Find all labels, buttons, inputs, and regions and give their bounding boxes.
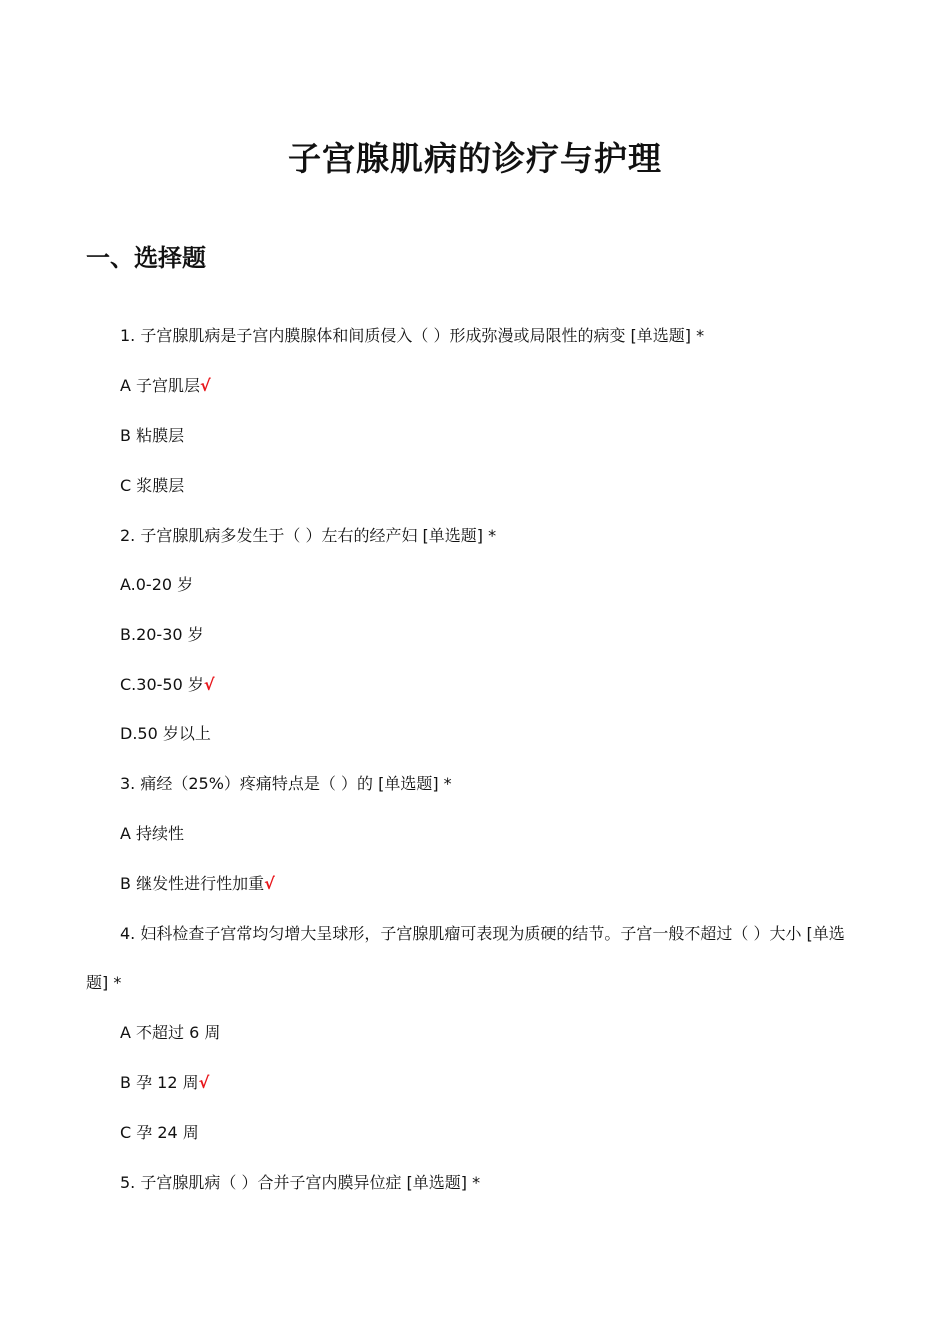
q4-option-b-label: B 孕 12 周 xyxy=(120,1073,199,1092)
question-2-text: 2. 子宫腺肌病多发生于（ ）左右的经产妇 [单选题] * xyxy=(120,526,497,545)
correct-check-icon: √ xyxy=(198,1073,210,1092)
correct-check-icon: √ xyxy=(203,675,215,694)
question-3-text: 3. 痛经（25%）疼痛特点是（ ）的 [单选题] * xyxy=(120,774,452,793)
question-4-text-line2: 题] * xyxy=(86,973,122,992)
q3-option-a: A 持续性 xyxy=(120,824,185,843)
q1-option-a xyxy=(120,374,211,398)
question-4-text-line1: 4. 妇科检查子宫常均匀增大呈球形，子宫腺肌瘤可表现为质硬的结节。子宫一般不超过（ ）大小 [单选 xyxy=(120,924,845,943)
q2-option-c xyxy=(120,673,215,697)
section-heading: 一、选择题 xyxy=(86,244,206,272)
q2-option-b: B.20-30 岁 xyxy=(120,625,204,644)
q1-option-b: B 粘膜层 xyxy=(120,426,185,445)
document-title: 子宫腺肌病的诊疗与护理 xyxy=(288,139,662,178)
q4-option-c: C 孕 24 周 xyxy=(120,1123,199,1142)
q1-option-c: C 浆膜层 xyxy=(120,476,185,495)
q3-option-b xyxy=(120,872,275,896)
correct-check-icon: √ xyxy=(200,376,211,395)
q4-option-b xyxy=(120,1071,209,1095)
q2-option-d: D.50 岁以上 xyxy=(120,724,211,743)
q2-option-a: A.0-20 岁 xyxy=(120,575,194,594)
q3-option-b-label: B 继发性进行性加重 xyxy=(120,874,265,893)
q4-option-a: A 不超过 6 周 xyxy=(120,1023,221,1042)
q2-option-c-label: C.30-50 岁 xyxy=(120,675,204,694)
q1-option-a-label: A 子宫肌层 xyxy=(120,376,201,395)
question-5-text: 5. 子宫腺肌病（ ）合并子宫内膜异位症 [单选题] * xyxy=(120,1173,481,1192)
question-1-text: 1. 子宫腺肌病是子宫内膜腺体和间质侵入（ ）形成弥漫或局限性的病变 [单选题] * xyxy=(120,326,705,345)
correct-check-icon: √ xyxy=(264,874,275,893)
